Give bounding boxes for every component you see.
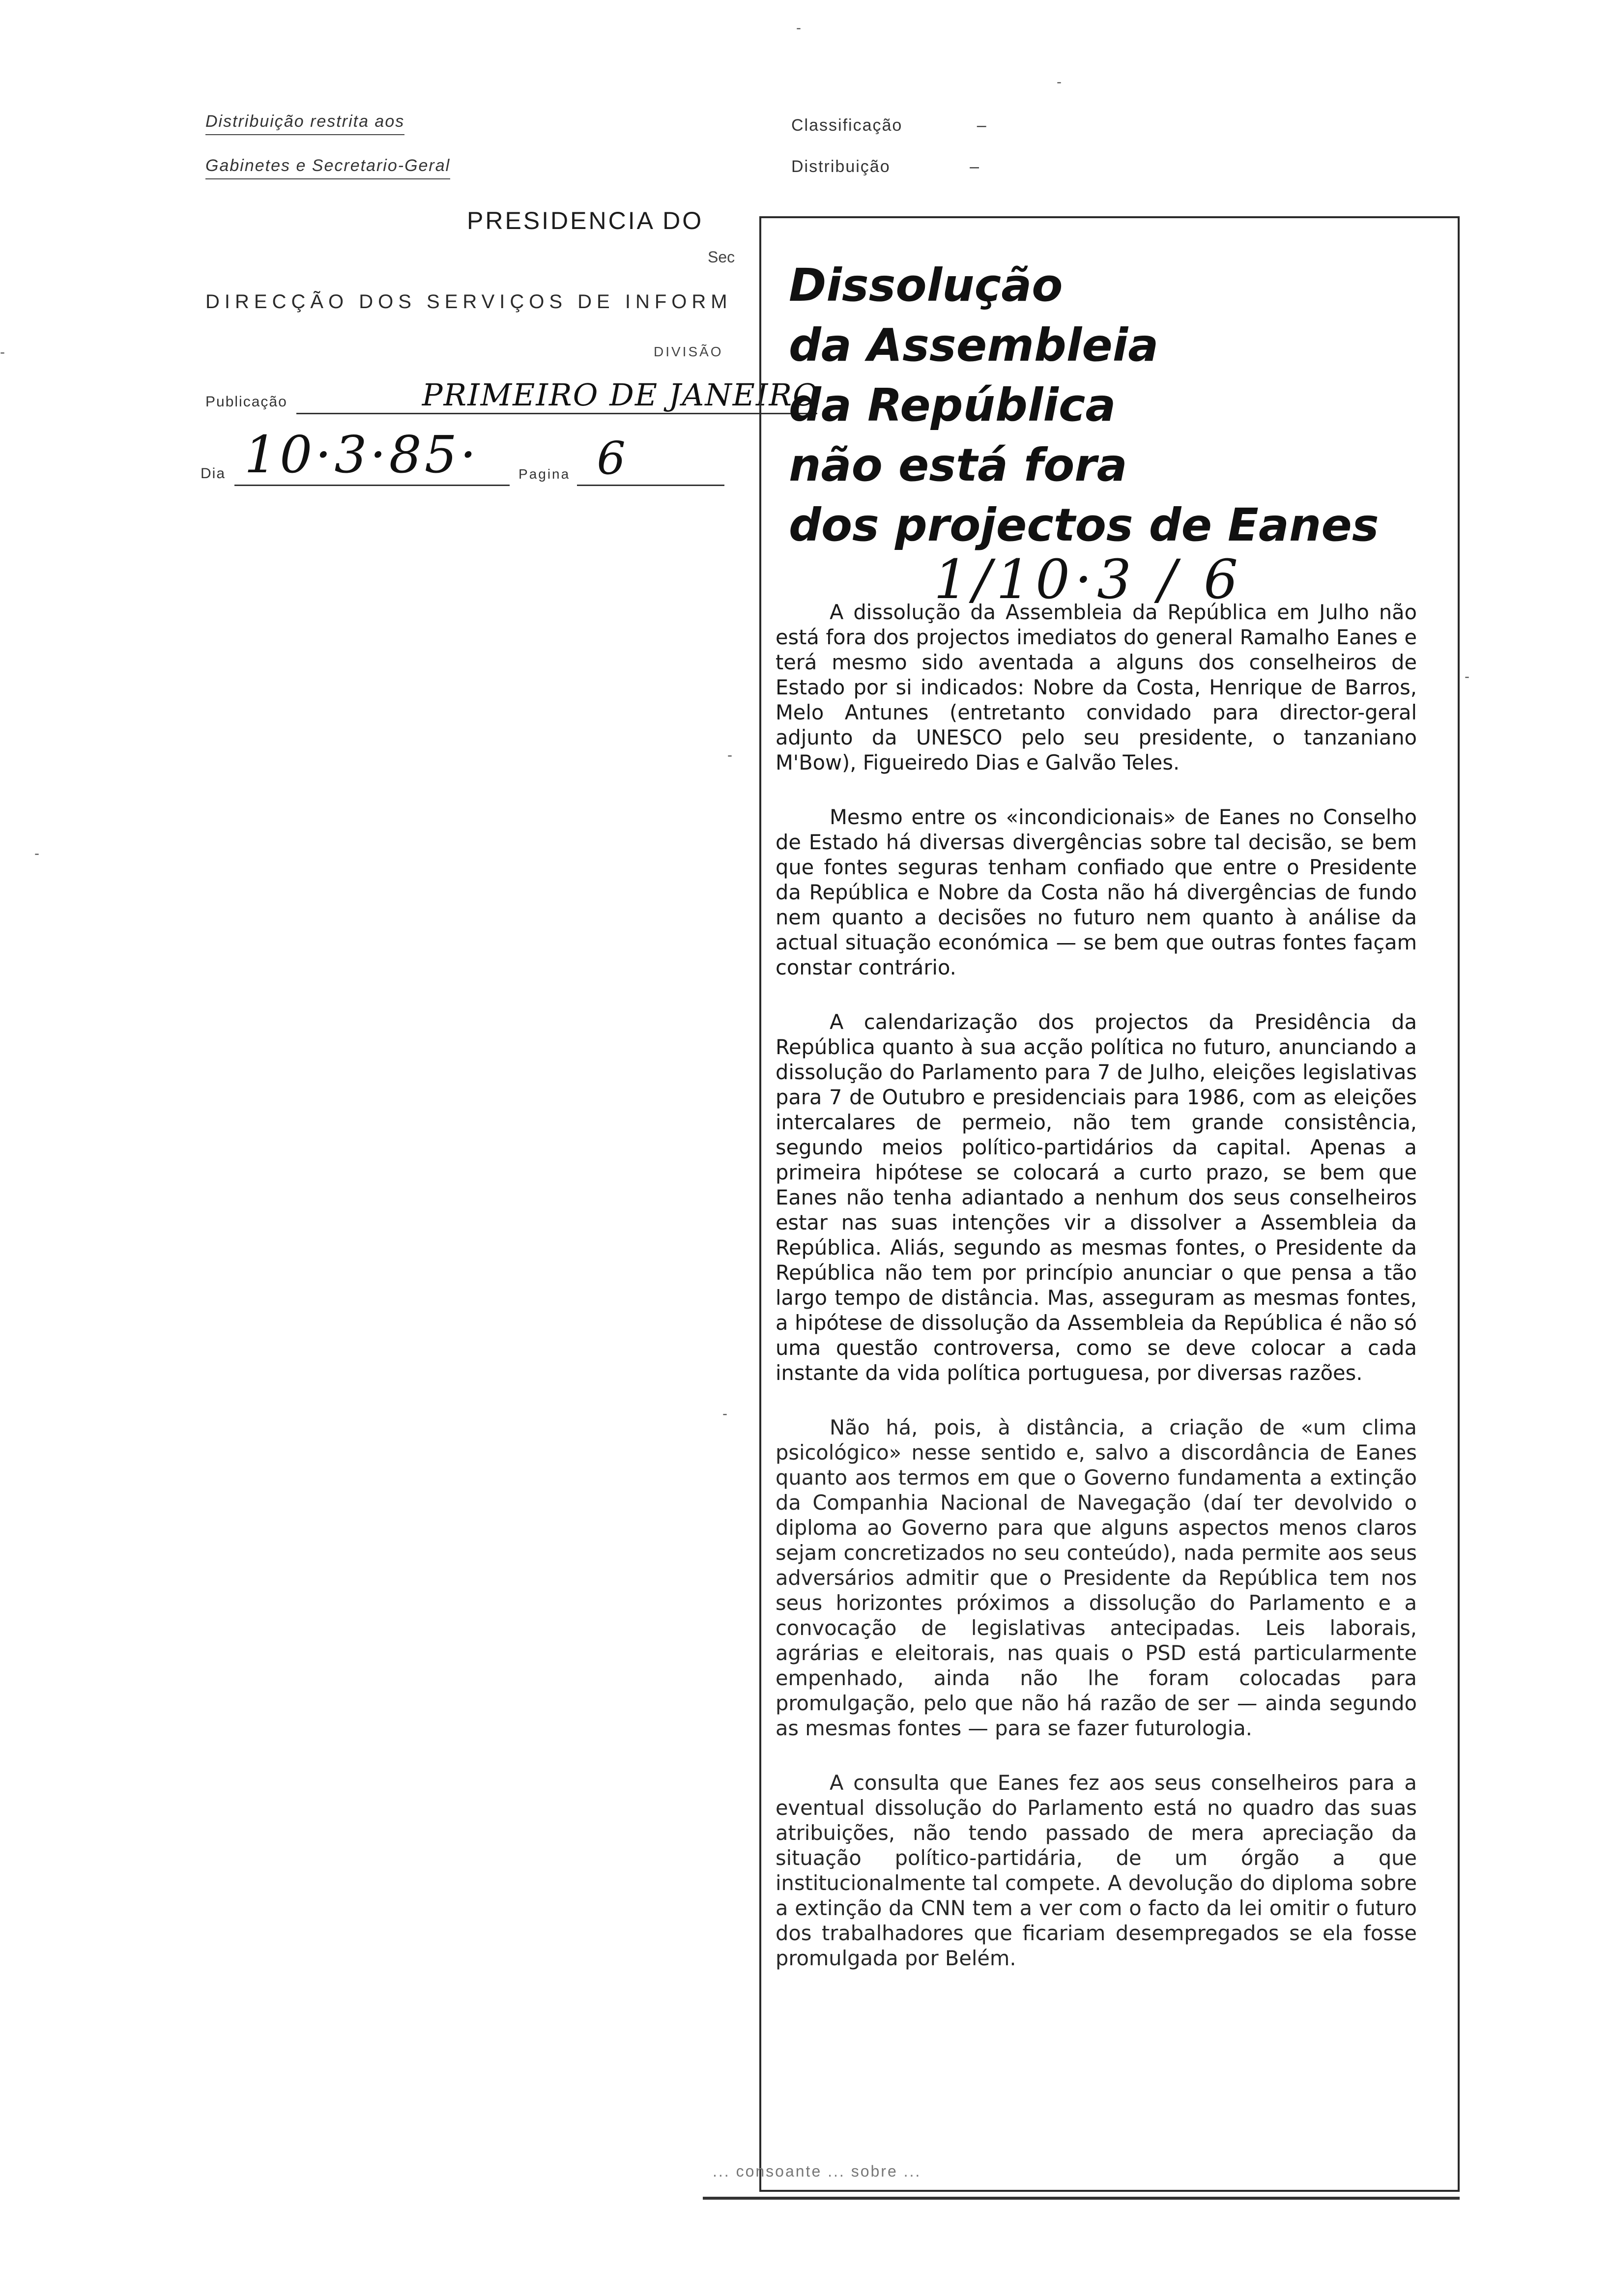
page-value: 6 (597, 432, 626, 485)
scan-speck: - (796, 20, 801, 36)
date-label: Dia (201, 465, 226, 482)
directorate-heading: DIRECÇÃO DOS SERVIÇOS DE INFORM (205, 291, 732, 313)
headline-line: não está fora (789, 439, 1127, 491)
division-abbreviation: DIVISÃO (654, 344, 723, 359)
article-paragraph: A dissolução da Assembleia da República em Julho não está fora dos projectos imediatos do general Ramalho Eanes e terá mesmo sido aventada a alguns dos conselheiros de Estado por si indicados: Nobre da Costa, Henrique de Barros, Melo Antunes (entretanto convidado para director-geral adjunto da UNESCO pelo seu presidente, o tanzaniano M'Bow), Figueiredo Dias e Galvão Teles. (776, 600, 1417, 775)
distribution-note-2: Gabinetes e Secretario-Geral (205, 156, 450, 179)
date-value: 10·3·85· (244, 425, 480, 485)
headline-line: da República (789, 379, 1116, 431)
distribution-row (791, 157, 980, 176)
scan-speck: - (0, 344, 5, 360)
publication-field (205, 364, 817, 414)
distribution-value: – (970, 157, 980, 176)
article-body (776, 600, 1417, 2000)
handwritten-annotation: 1/10·3 / 6 (934, 548, 1243, 611)
article-paragraph: Não há, pois, à distância, a criação de «um clima psicológico» nesse sentido e, salvo a discordância de Eanes quanto aos termos em que o Governo fundamenta a extinção da Companhia Nacional de Navegação (daí ter devolvido o diploma ao Governo para que alguns aspectos menos claros sejam concretizados no seu conteúdo), nada permite aos seus adversários admitir que o Presidente da República tem nos seus horizontes próximos a dissolução do Parlamento e a convocação de legislativas antecipadas. Leis laborais, agrárias e eleitorais, nas quais o PSD está particularmente empenhado, ainda não lhe foram colocadas para promulgação, pelo que não há razão de ser — ainda segundo as mesmas fontes — para se fazer futurologia. (776, 1415, 1417, 1740)
distribution-label: Distribuição (791, 157, 891, 176)
publication-line (296, 364, 817, 414)
article-paragraph: A calendarização dos projectos da Presidência da República quanto à sua acção política no futuro, anunciando a dissolução do Parlamento para 7 de Julho, eleições legislativas para 7 de Outubro e presidenciais para 1986, com as eleições intercalares de permeio, não tem grande consistência, segundo meios político-partidários da capital. Apenas a primeira hipótese se colocará a curto prazo, se bem que Eanes não tenha adiantado a nenhum dos seus conselheiros estar nas suas intenções vir a dissolver a Assembleia da República. Aliás, segundo as mesmas fontes, o Presidente da República não tem por princípio anunciar o que pensa a tão largo tempo de distância. Mas, asseguram as mesmas fontes, a hipótese de dissolução da Assembleia da República é não só uma questão controversa, como se deve colocar a cada instante da vida política portuguesa, por diversas razões. (776, 1010, 1417, 1385)
degraded-bottom-text: ... consoante ... sobre ... (713, 2162, 921, 2180)
scan-speck: - (34, 845, 39, 861)
distribution-note-1: Distribuição restrita aos (205, 112, 404, 135)
page-line (577, 430, 724, 486)
presidency-heading: PRESIDENCIA DO (467, 207, 704, 234)
date-line (234, 425, 510, 486)
headline-line: dos projectos de Eanes (789, 499, 1379, 551)
article-paragraph: Mesmo entre os «incondicionais» de Eanes no Conselho de Estado há diversas divergências sobre tal decisão, se bem que fontes seguras tenham confiado que entre o Presidente da República e Nobre da Costa não há divergências de fundo nem quanto a decisões no futuro nem quanto à análise da actual situação económica — se bem que outras fontes façam constar contrário. (776, 805, 1417, 979)
headline-line: da Assembleia (789, 319, 1159, 372)
classification-label: Classificação (791, 116, 903, 135)
secretariat-abbreviation: Sec (708, 248, 735, 266)
publication-label: Publicação (205, 394, 288, 410)
scan-speck: - (1465, 668, 1469, 685)
clipping-bottom-rule (703, 2197, 1460, 2200)
page-label: Pagina (518, 466, 571, 482)
headline-line: Dissolução (789, 259, 1063, 312)
scan-speck: - (722, 1406, 727, 1422)
classification-value: – (977, 116, 987, 135)
publication-value: PRIMEIRO DE JANEIRO (422, 377, 819, 413)
classification-row (791, 116, 987, 135)
article-headline (789, 256, 1447, 555)
scan-speck: - (727, 747, 732, 763)
date-page-field (201, 425, 724, 486)
article-paragraph: A consulta que Eanes fez aos seus conselheiros para a eventual dissolução do Parlamento está no quadro das suas atribuições, não tendo passado de mera apreciação da situação político-partidária, de um órgão a que institucionalmente tal compete. A devolução do diploma sobre a extinção da CNN tem a ver com o facto da lei omitir o futuro dos trabalhadores que ficariam desempregados se ela fosse promulgada por Belém. (776, 1771, 1417, 1970)
scan-speck: - (1057, 74, 1062, 90)
